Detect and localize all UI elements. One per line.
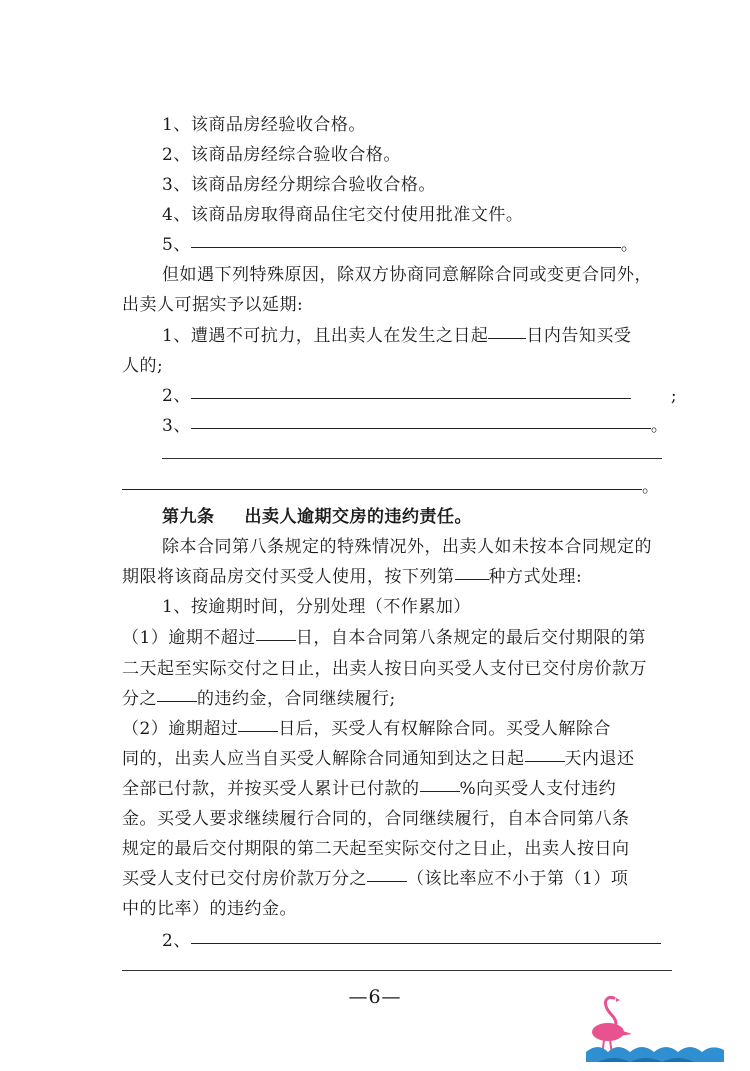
item-5-end: 。 — [620, 235, 639, 255]
acceptance-item-2: 2、该商品房经综合验收合格。 — [162, 145, 401, 165]
special-1-days-blank — [488, 337, 526, 339]
a9-1-2-line6-a: 买受人支付已交付房价款万分之 — [122, 869, 367, 889]
blank-line-3 — [122, 970, 672, 971]
a9-1-2-a: （2）逾期超过 — [122, 719, 239, 739]
a9-1-2-line6 — [122, 868, 628, 890]
a9-1-2-line3-a: 全部已付款，并按买受人累计已付款的 — [122, 779, 420, 799]
special-3-label: 3、 — [162, 416, 191, 436]
a9-1-1-line3-a: 分之 — [122, 689, 157, 709]
acceptance-item-3: 3、该商品房经分期综合验收合格。 — [162, 175, 436, 195]
article-9-number: 第九条 — [162, 507, 215, 527]
blank-line-end: 。 — [642, 477, 660, 497]
a9-p1-line2-a: 期限将该商品房交付买受人使用，按下列第 — [122, 567, 455, 587]
a9-1-2-line3 — [122, 778, 616, 800]
blank-line — [162, 458, 662, 459]
a9-1-1-a: （1）逾期不超过 — [122, 628, 256, 648]
a9-1-2-days-blank — [238, 730, 278, 732]
waves-icon — [586, 1047, 724, 1062]
item-5-blank — [191, 246, 621, 248]
a9-1-2-refund-days-blank — [525, 760, 565, 762]
a9-p1-line2 — [122, 566, 582, 588]
a9-1-2-line5: 规定的最后交付期限的第二天起至实际交付之日止，出卖人按日向 — [122, 839, 630, 859]
a9-1-2-line2-b: 天内退还 — [564, 749, 635, 769]
a9-item-2 — [162, 930, 661, 952]
blank-line-2 — [122, 488, 642, 490]
a9-1-2-line3-b: %向买受人支付违约 — [459, 779, 617, 799]
special-3-blank — [191, 427, 651, 429]
special-item-1 — [162, 325, 631, 347]
a9-1-2-line2 — [122, 748, 635, 770]
flamingo-logo — [578, 990, 728, 1065]
article-9-heading — [162, 506, 472, 528]
special-intro-line2: 出卖人可据实予以延期: — [122, 295, 304, 315]
a9-1-1-line3 — [122, 688, 396, 710]
a9-1-1-line3-b: 的违约金，合同继续履行; — [197, 689, 396, 709]
special-2-end: ; — [670, 386, 678, 406]
acceptance-item-5 — [162, 234, 638, 256]
a9-1-1-b: 日，自本合同第八条规定的最后交付期限的第 — [295, 628, 646, 648]
special-2-label: 2、 — [162, 386, 191, 406]
special-1-text-b: 日内告知买受 — [526, 326, 632, 346]
a9-p1-line2-b: 种方式处理: — [488, 567, 583, 587]
acceptance-item-1: 1、该商品房经验收合格。 — [162, 115, 366, 135]
a9-1-1-rate-blank — [157, 700, 197, 702]
special-intro-line1: 但如遇下列特殊原因，除双方协商同意解除合同或变更合同外， — [162, 265, 652, 285]
a9-1-2-line4: 金。买受人要求继续履行合同的，合同继续履行，自本合同第八条 — [122, 809, 630, 829]
a9-1-2-line1 — [122, 718, 611, 740]
page-number: —6— — [348, 986, 402, 1008]
item-5-label: 5、 — [162, 235, 191, 255]
a9-1-1-line2: 二天起至实际交付之日止，出卖人按日向买受人支付已交付房价款万 — [122, 659, 647, 679]
a9-1-2-percent-blank — [420, 790, 460, 792]
a9-1-1-days-blank — [256, 639, 296, 641]
a9-item-1: 1、按逾期时间，分别处理（不作累加） — [162, 597, 471, 617]
a9-item-2-blank — [191, 942, 661, 944]
special-item-1-cont: 人的; — [122, 356, 164, 376]
a9-item-2-label: 2、 — [162, 931, 191, 951]
a9-1-2-rate-blank — [367, 880, 407, 882]
blank-line-with-end — [122, 476, 660, 498]
special-3-end: 。 — [650, 416, 669, 436]
a9-1-2-line6-b: （该比率应不小于第（1）项 — [407, 869, 629, 889]
a9-1-2-line2-a: 同的，出卖人应当自买受人解除合同通知到达之日起 — [122, 749, 525, 769]
article-9-title: 出卖人逾期交房的违约责任。 — [244, 507, 472, 527]
acceptance-item-4: 4、该商品房取得商品住宅交付使用批准文件。 — [162, 205, 524, 225]
a9-1-2-line7: 中的比率）的违约金。 — [122, 899, 297, 919]
special-item-2 — [162, 385, 677, 407]
a9-1-2-b: 日后，买受人有权解除合同。买受人解除合 — [278, 719, 611, 739]
a9-1-1-line1 — [122, 627, 646, 649]
special-1-text-a: 1、遭遇不可抗力，且出卖人在发生之日起 — [162, 326, 489, 346]
special-2-blank — [191, 397, 631, 399]
special-item-3 — [162, 415, 668, 437]
a9-p1-line1: 除本合同第八条规定的特殊情况外，出卖人如未按本合同规定的 — [162, 537, 652, 557]
a9-method-blank — [455, 578, 489, 580]
